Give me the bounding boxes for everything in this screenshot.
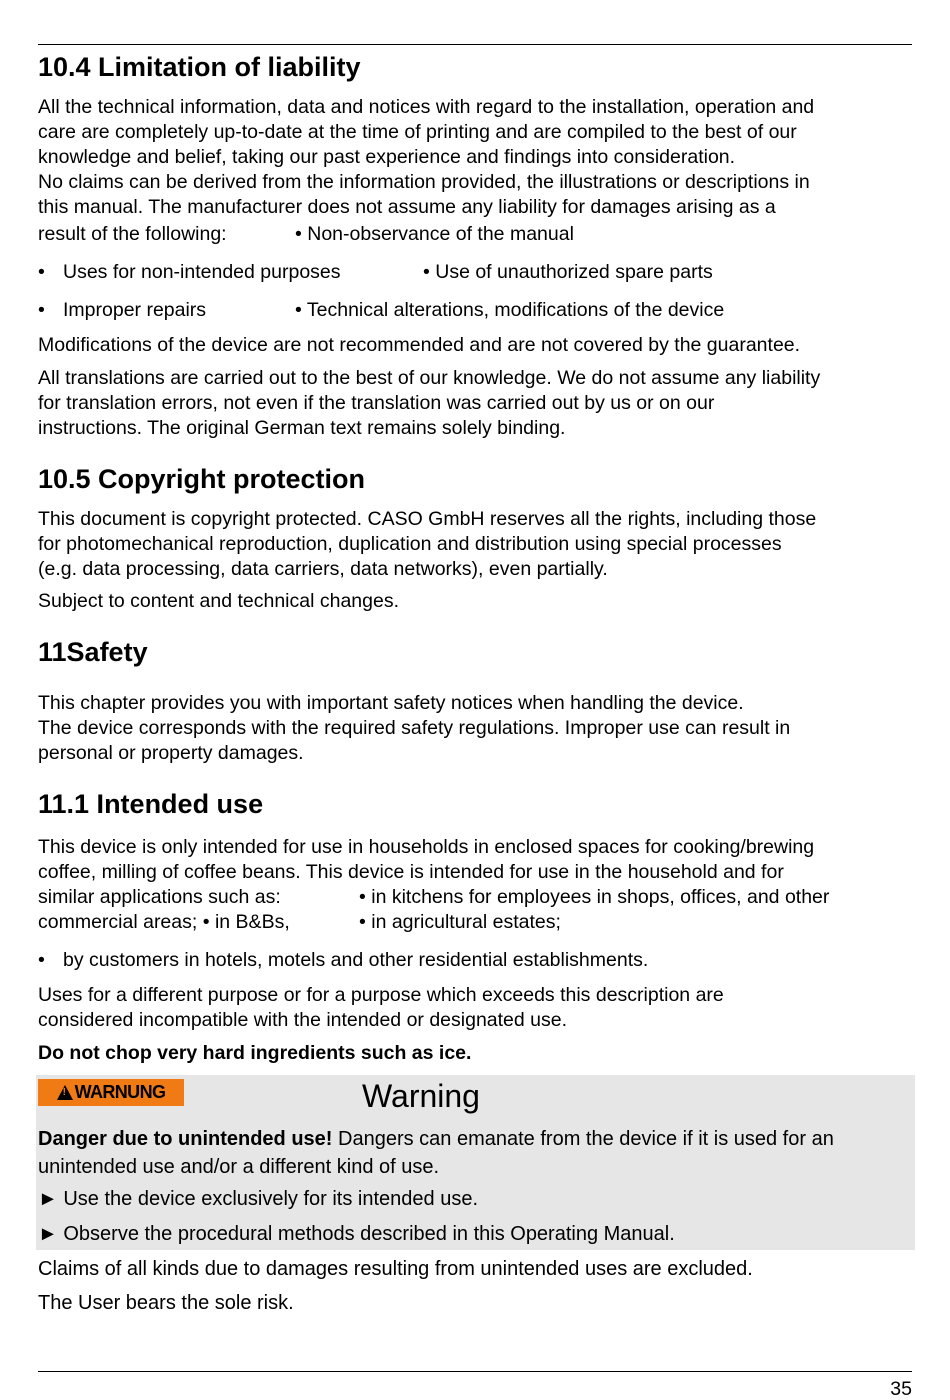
paragraph-modifications: Modifications of the device are not recommended and are not covered by the guarantee. <box>38 334 801 356</box>
bottom-rule <box>38 1371 912 1372</box>
text-line: knowledge and belief, taking our past experience and findings into consideration. <box>38 146 736 168</box>
text-line <box>38 1125 834 1153</box>
text-line: care are completely up-to-date at the time of printing and are compiled to the best of our <box>38 121 797 143</box>
paragraph-safety <box>38 691 790 766</box>
badge-label: WARNUNG <box>74 1082 166 1102</box>
paragraph-copyright <box>38 507 816 582</box>
text-line: This device is only intended for use in households in enclosed spaces for cooking/brewing <box>38 836 815 858</box>
section-heading-10-5: 10.5 Copyright protection <box>38 464 366 494</box>
text-line: instructions. The original German text remains solely binding. <box>38 417 566 439</box>
text-line: No claims can be derived from the information provided, the illustrations or descriptions in <box>38 171 810 193</box>
text-line: This chapter provides you with important safety notices when handling the device. <box>38 692 744 714</box>
danger-label: Danger due to unintended use! <box>38 1128 333 1150</box>
section-heading-11-1: 11.1 Intended use <box>38 789 264 819</box>
list-item: • Use of unauthorized spare parts <box>423 261 713 283</box>
list-item: • Non-observance of the manual <box>295 223 574 245</box>
text-line: result of the following: <box>38 223 227 245</box>
section-heading-11: 11Safety <box>38 637 148 667</box>
top-rule <box>38 44 912 45</box>
list-item: by customers in hotels, motels and other residential establishments. <box>63 949 649 971</box>
bullet-dot: • <box>38 949 45 971</box>
text-line: Uses for a different purpose or for a purpose which exceeds this description are <box>38 984 724 1006</box>
text-line: for photomechanical reproduction, duplication and distribution using special processes <box>38 533 782 555</box>
bullet-dot: • <box>38 299 45 321</box>
warnung-badge <box>38 1079 184 1106</box>
warning-triangle-icon <box>57 1085 73 1100</box>
bold-notice: Do not chop very hard ingredients such as ice. <box>38 1042 472 1064</box>
paragraph-risk: The User bears the sole risk. <box>38 1292 294 1314</box>
list-item: Uses for non-intended purposes <box>63 261 341 283</box>
paragraph-claims: Claims of all kinds due to damages resulting from unintended uses are excluded. <box>38 1258 753 1280</box>
danger-text: Dangers can emanate from the device if it is used for an <box>332 1128 834 1150</box>
text-line: All the technical information, data and notices with regard to the installation, operation and <box>38 96 815 118</box>
text-line: similar applications such as: <box>38 886 281 908</box>
bullet-dot: • <box>38 261 45 283</box>
text-line: for translation errors, not even if the translation was carried out by us or on our <box>38 392 715 414</box>
list-item: Improper repairs <box>63 299 207 321</box>
text-line: this manual. The manufacturer does not assume any liability for damages arising as a <box>38 196 776 218</box>
text-line: commercial areas; • in B&Bs, <box>38 911 290 933</box>
warning-step: ► Use the device exclusively for its intended use. <box>38 1188 479 1210</box>
text-line: This document is copyright protected. CASO GmbH reserves all the rights, including those <box>38 508 817 530</box>
paragraph-liability <box>38 95 814 220</box>
warning-step: ► Observe the procedural methods described in this Operating Manual. <box>38 1223 675 1245</box>
text-line: coffee, milling of coffee beans. This device is intended for use in the household and for <box>38 861 784 883</box>
page-number: 35 <box>890 1378 912 1400</box>
section-heading-10-4: 10.4 Limitation of liability <box>38 52 361 82</box>
paragraph-translations <box>38 366 820 441</box>
warning-danger-text <box>38 1125 834 1181</box>
list-item: • in agricultural estates; <box>359 911 561 933</box>
text-line: The device corresponds with the required safety regulations. Improper use can result in <box>38 717 791 739</box>
paragraph-incompatible-use <box>38 983 724 1033</box>
list-item: • in kitchens for employees in shops, offices, and other <box>359 886 830 908</box>
warning-title: Warning <box>362 1078 480 1114</box>
paragraph-subject-to-change: Subject to content and technical changes. <box>38 590 399 612</box>
text-line: (e.g. data processing, data carriers, data networks), even partially. <box>38 558 608 580</box>
text-line: considered incompatible with the intended or designated use. <box>38 1009 568 1031</box>
text-line: unintended use and/or a different kind of use. <box>38 1156 440 1178</box>
text-line: personal or property damages. <box>38 742 304 764</box>
list-item: • Technical alterations, modifications of the device <box>295 299 725 321</box>
text-line: All translations are carried out to the best of our knowledge. We do not assume any liability <box>38 367 821 389</box>
